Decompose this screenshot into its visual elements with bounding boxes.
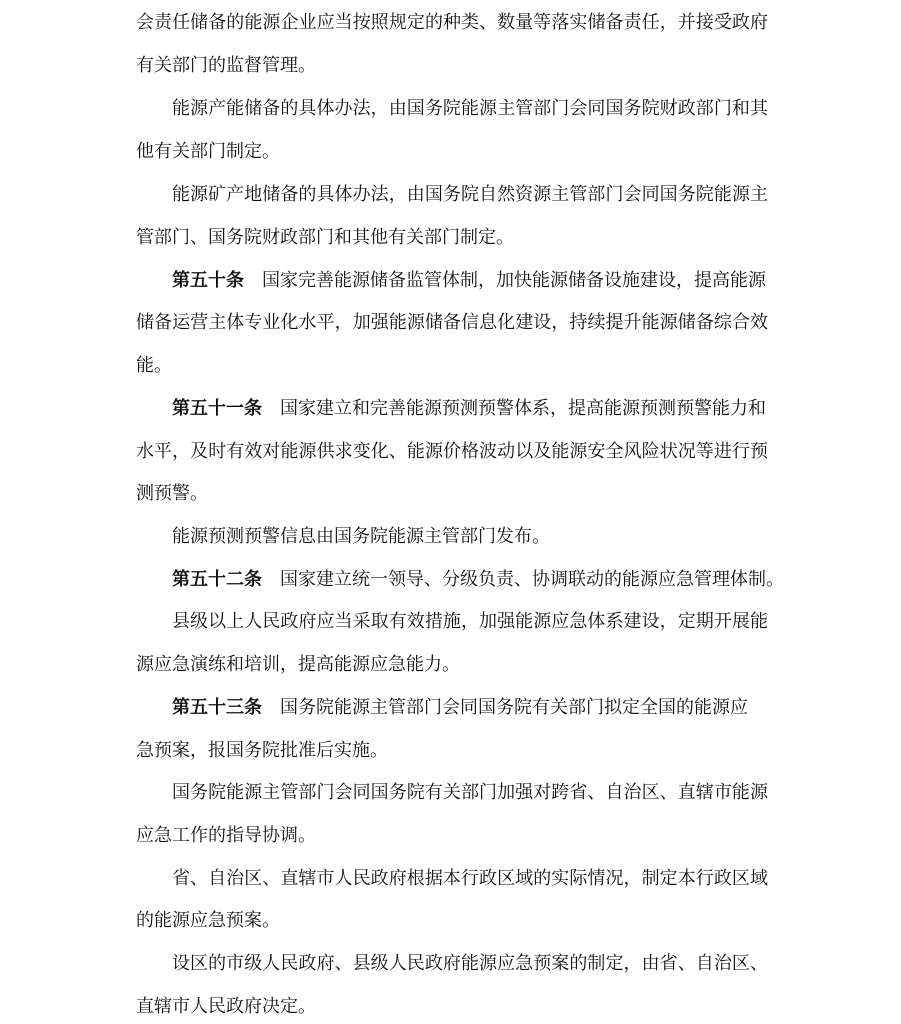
text-line: 的能源应急预案。	[136, 910, 280, 931]
text-line: 测预警。	[136, 483, 208, 504]
text-line: 省、自治区、直辖市人民政府根据本行政区域的实际情况，制定本行政区域	[172, 868, 768, 889]
paragraph-line	[172, 398, 766, 420]
paragraph-line	[172, 270, 766, 292]
article-heading: 第五十一条	[172, 398, 262, 419]
paragraph-line	[172, 569, 784, 591]
text-line: 国务院能源主管部门会同国务院有关部门加强对跨省、自治区、直辖市能源	[172, 782, 768, 803]
text-line: 县级以上人民政府应当采取有效措施，加强能源应急体系建设，定期开展能	[172, 611, 768, 632]
text-line: 能。	[136, 355, 172, 376]
text-line: 储备运营主体专业化水平，加强能源储备信息化建设，持续提升能源储备综合效	[136, 312, 768, 333]
paragraph-line	[172, 697, 748, 719]
article-text: 国家建立统一领导、分级负责、协调联动的能源应急管理体制。	[280, 569, 784, 590]
article-heading: 第五十二条	[172, 569, 262, 590]
text-line: 应急工作的指导协调。	[136, 825, 316, 846]
text-line: 源应急演练和培训，提高能源应急能力。	[136, 654, 460, 675]
article-text: 国家完善能源储备监管体制，加快能源储备设施建设，提高能源	[262, 270, 766, 291]
article-heading: 第五十条	[172, 270, 244, 291]
text-line: 他有关部门制定。	[136, 141, 280, 162]
article-text: 国家建立和完善能源预测预警体系，提高能源预测预警能力和	[280, 398, 766, 419]
text-line: 直辖市人民政府决定。	[136, 996, 316, 1017]
text-line: 会责任储备的能源企业应当按照规定的种类、数量等落实储备责任，并接受政府	[136, 12, 768, 33]
text-line: 水平，及时有效对能源供求变化、能源价格波动以及能源安全风险状况等进行预	[136, 441, 768, 462]
article-text: 国务院能源主管部门会同国务院有关部门拟定全国的能源应	[280, 697, 748, 718]
text-line: 能源产能储备的具体办法，由国务院能源主管部门会同国务院财政部门和其	[172, 98, 768, 119]
text-line: 急预案，报国务院批准后实施。	[136, 740, 388, 761]
text-line: 有关部门的监督管理。	[136, 55, 316, 76]
text-line: 能源矿产地储备的具体办法，由国务院自然资源主管部门会同国务院能源主	[172, 184, 768, 205]
text-line: 管部门、国务院财政部门和其他有关部门制定。	[136, 227, 514, 248]
text-line: 设区的市级人民政府、县级人民政府能源应急预案的制定，由省、自治区、	[172, 953, 768, 974]
text-line: 能源预测预警信息由国务院能源主管部门发布。	[172, 526, 550, 547]
article-heading: 第五十三条	[172, 697, 262, 718]
